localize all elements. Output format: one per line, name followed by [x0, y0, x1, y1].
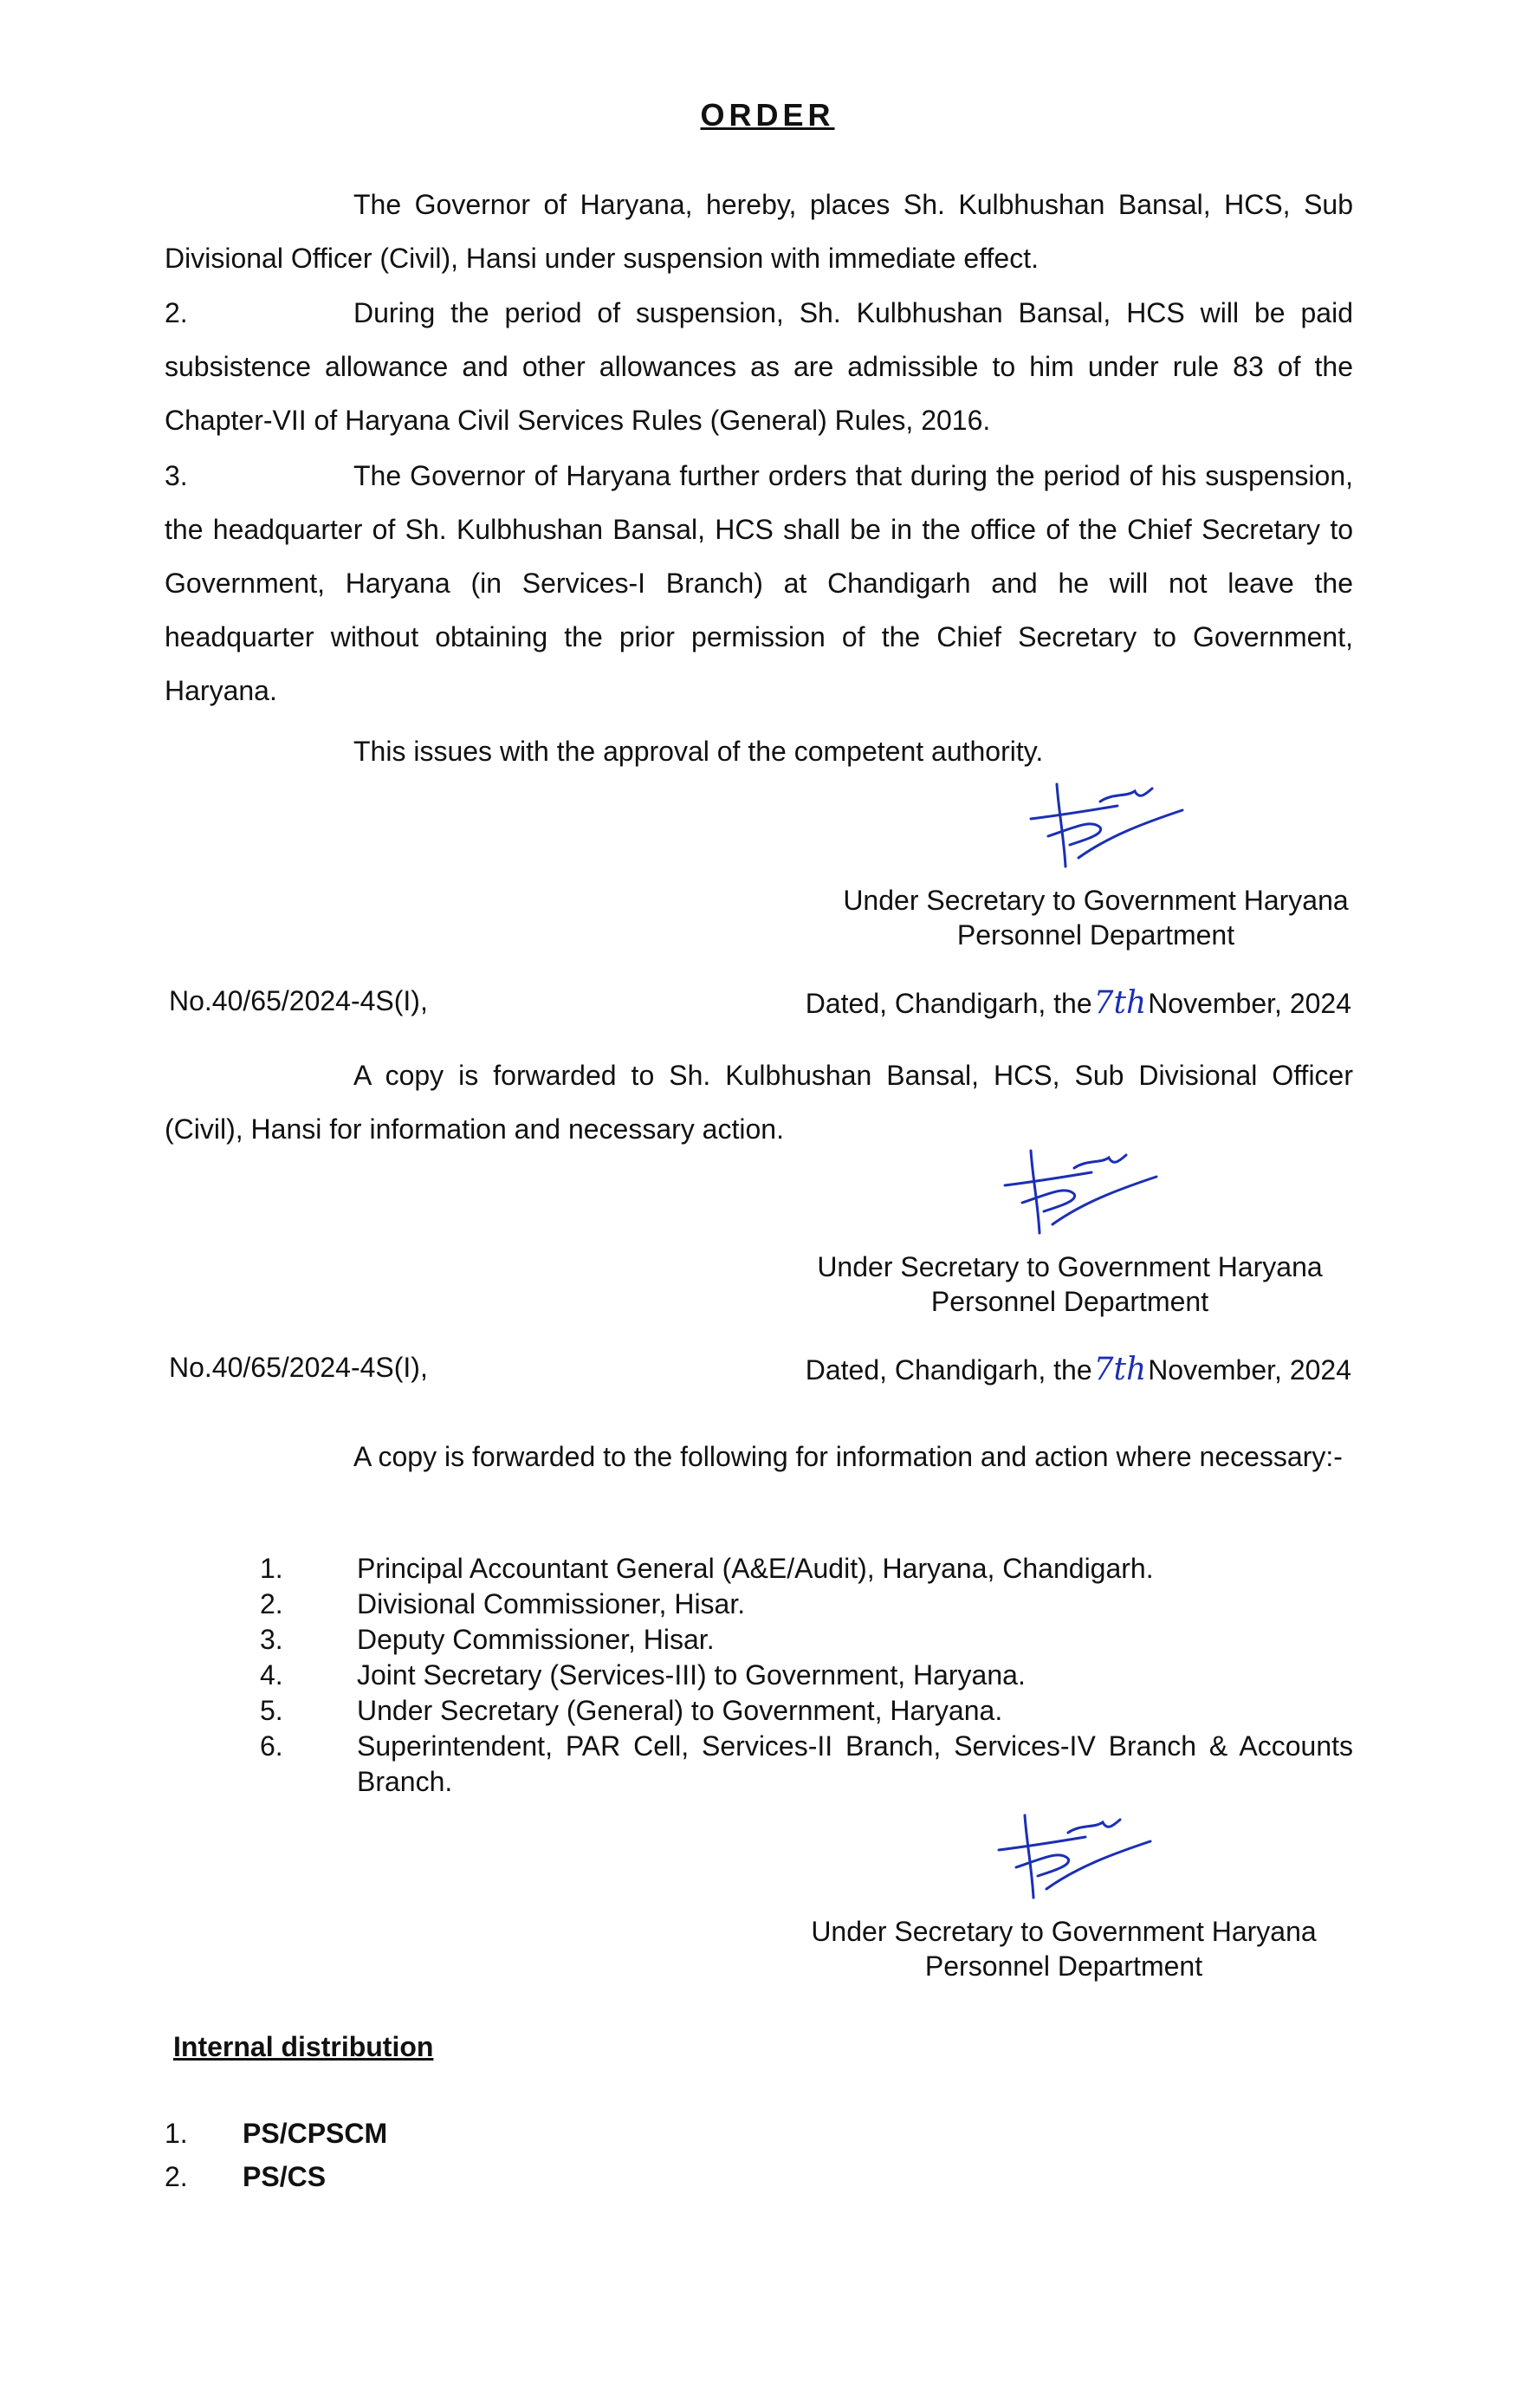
signature-department: Personnel Department	[924, 1950, 1203, 1982]
list-item-text: Joint Secretary (Services-III) to Government, Haryana.	[357, 1659, 1026, 1691]
handwritten-date: 7th	[1093, 985, 1147, 1021]
list-item-number: 6.	[260, 1730, 283, 1762]
paragraph-text: The Governor of Haryana further orders that during the period of his suspension, the headquarter of Sh. Kulbhushan Bansal, HCS shall be in the office of the Chief Secretary to Government, Haryana (in Services-I Branch) at Chandigarh and he will not leave the headquarter without obtaining the prior permission of the Chief Secretary to Government, Haryana.	[165, 460, 1353, 706]
signature-icon	[964, 1807, 1163, 1911]
list-item-number: 3.	[260, 1624, 283, 1655]
order-paragraph-1: The Governor of Haryana, hereby, places Sh. Kulbhushan Bansal, HCS, Sub Divisional Officer (Civil), Hansi under suspension with immediate effect.	[165, 189, 1353, 274]
list-item-text: Under Secretary (General) to Government, Haryana.	[357, 1695, 1003, 1726]
list-item	[260, 1693, 1353, 1729]
dated-line	[806, 985, 1351, 1021]
endorsement-1-text: A copy is forwarded to Sh. Kulbhushan Bansal, HCS, Sub Divisional Officer (Civil), Hansi for information and necessary action.	[165, 1060, 1353, 1145]
list-item	[260, 1658, 1353, 1693]
list-item-text: Divisional Commissioner, Hisar.	[357, 1588, 746, 1619]
signature-block-3	[795, 1807, 1332, 1983]
list-item-text: Deputy Commissioner, Hisar.	[357, 1624, 715, 1655]
internal-distribution-heading: Internal distribution	[173, 2031, 434, 2062]
list-item	[260, 1551, 1353, 1587]
paragraph-number: 2.	[165, 297, 188, 328]
date-prefix: Dated, Chandigarh, the	[805, 988, 1092, 1019]
list-item-number: 1.	[260, 1553, 283, 1584]
paragraph-text: During the period of suspension, Sh. Kulbhushan Bansal, HCS will be paid subsistence allowance and other allowances as are admissible to him under rule 83 of the Chapter-VII of Haryana Civil Services Rules (General) Rules, 2016.	[165, 297, 1353, 436]
list-item-number: 1.	[165, 2118, 188, 2149]
list-item-number: 4.	[260, 1659, 283, 1691]
list-item	[260, 1622, 1353, 1658]
signature-title: Under Secretary to Government Haryana	[817, 1251, 1323, 1282]
signature-block-1	[827, 776, 1364, 952]
list-item-text: Principal Accountant General (A&E/Audit), Haryana, Chandigarh.	[357, 1553, 1154, 1584]
order-paragraph-3	[165, 449, 1353, 717]
list-item	[165, 2155, 684, 2198]
handwritten-date: 7th	[1093, 1352, 1147, 1387]
reference-number: No.40/65/2024-4S(I),	[169, 1352, 428, 1383]
endorsement-2-reference-row	[169, 1352, 1351, 1387]
signature-title: Under Secretary to Government Haryana	[843, 885, 1349, 916]
date-suffix: November, 2024	[1148, 988, 1351, 1019]
list-item	[260, 1587, 1353, 1622]
list-item-number: 2.	[260, 1588, 283, 1619]
date-suffix: November, 2024	[1148, 1354, 1351, 1386]
signature-title: Under Secretary to Government Haryana	[811, 1916, 1317, 1947]
list-item-text: PS/CS	[243, 2161, 327, 2192]
reference-number: No.40/65/2024-4S(I),	[169, 985, 428, 1016]
list-item-number: 2.	[165, 2161, 188, 2192]
recipient-list	[260, 1551, 1353, 1800]
signature-department: Personnel Department	[956, 919, 1235, 951]
endorsement-1-reference-row	[169, 985, 1351, 1021]
list-item-number: 5.	[260, 1695, 283, 1726]
signature-icon	[970, 1142, 1169, 1246]
date-prefix: Dated, Chandigarh, the	[805, 1354, 1092, 1386]
order-paragraph-4: This issues with the approval of the competent authority.	[353, 736, 1044, 767]
signature-icon	[996, 776, 1195, 879]
internal-distribution-list	[165, 2112, 684, 2198]
order-paragraph-2	[165, 286, 1353, 447]
signature-department: Personnel Department	[930, 1286, 1209, 1317]
paragraph-number: 3.	[165, 460, 188, 491]
dated-line	[806, 1352, 1351, 1387]
order-title: ORDER	[700, 97, 835, 133]
endorsement-2-text: A copy is forwarded to the following for information and action where necessary:-	[353, 1441, 1343, 1472]
list-item-text: Superintendent, PAR Cell, Services-II Branch, Services-IV Branch & Accounts Branch.	[357, 1730, 1353, 1797]
signature-block-2	[801, 1142, 1338, 1319]
list-item	[260, 1729, 1353, 1800]
list-item-text: PS/CPSCM	[243, 2118, 388, 2149]
list-item	[165, 2112, 684, 2155]
